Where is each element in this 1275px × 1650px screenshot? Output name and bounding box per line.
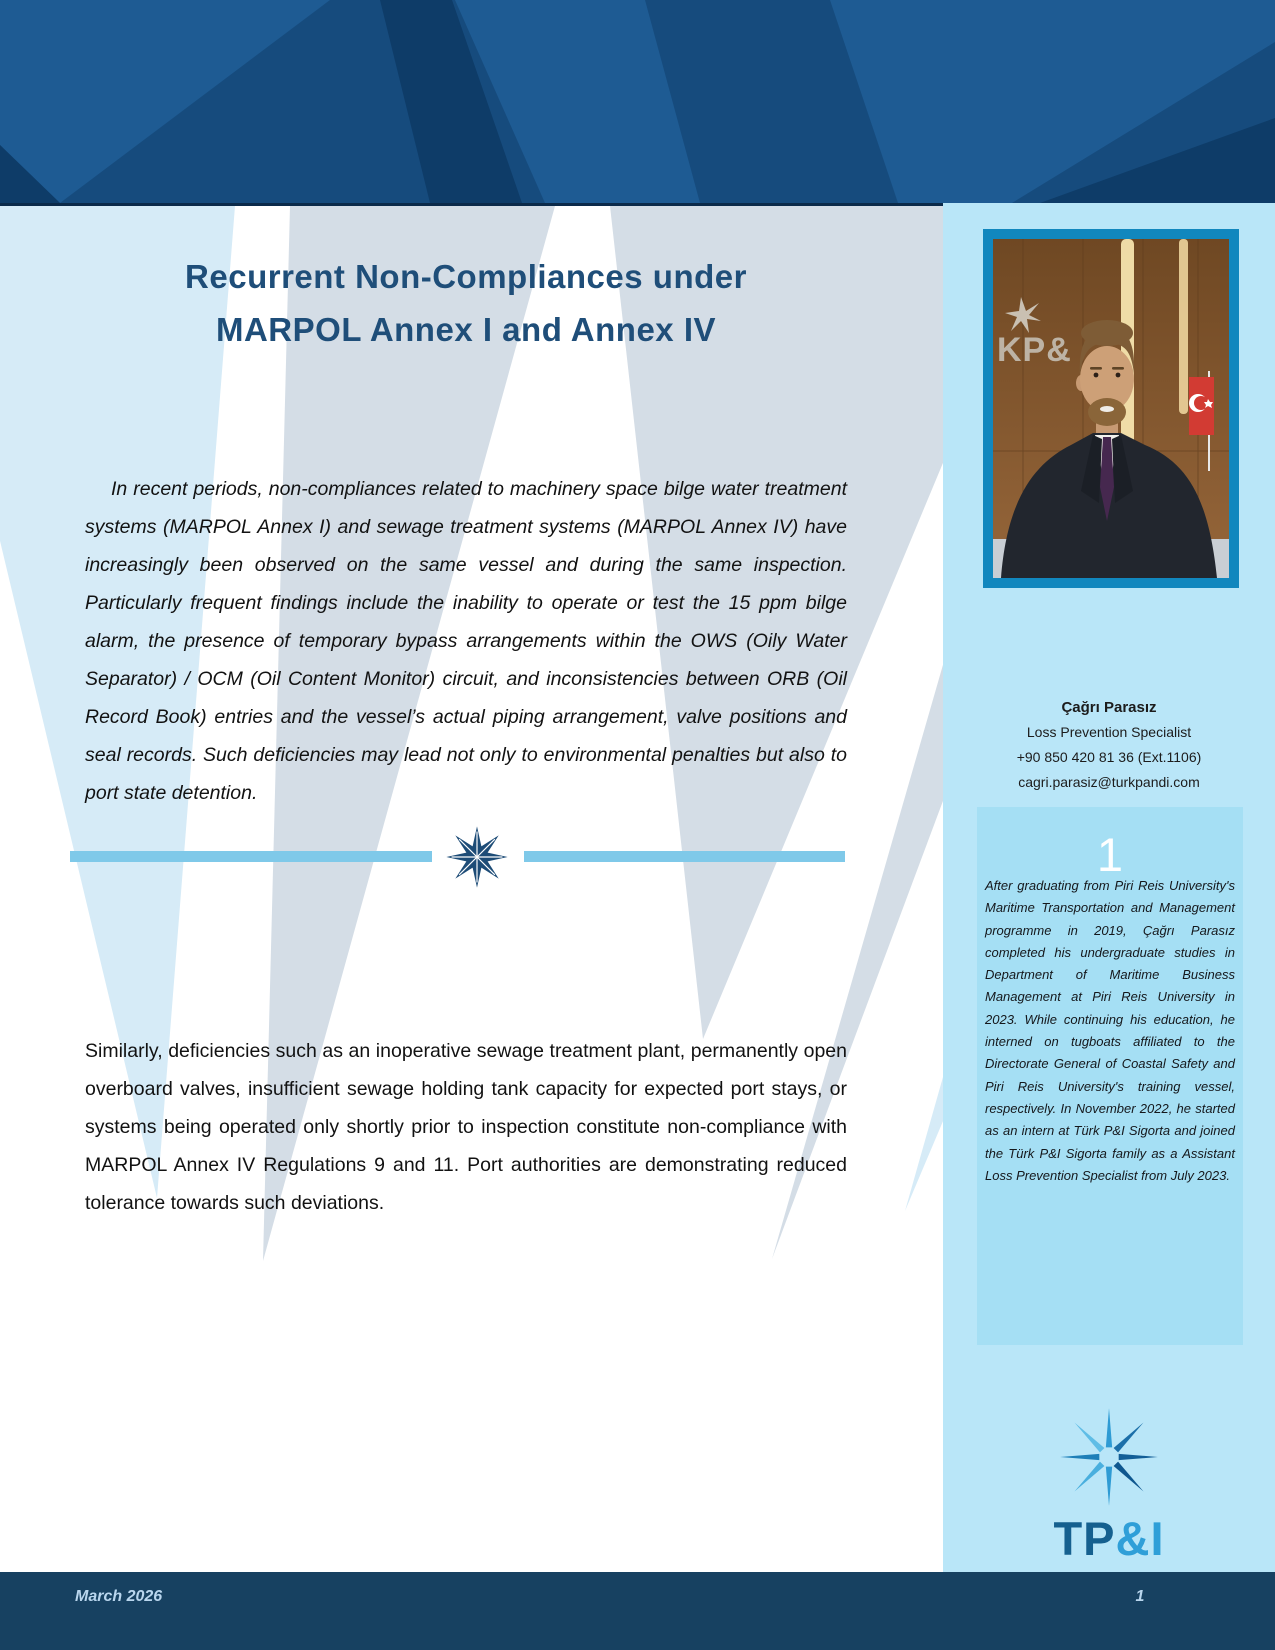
logo-text-light: &I: [1115, 1512, 1165, 1565]
footer-bar: [0, 1572, 1275, 1650]
page-title: [85, 250, 847, 356]
contact-phone: +90 850 420 81 36 (Ext.1106): [1016, 749, 1202, 765]
contact-email-link[interactable]: cagri.parasiz@turkpandi.com: [1018, 774, 1200, 790]
wall-logo-text: KP&: [997, 331, 1072, 369]
sidebar: [943, 203, 1275, 1572]
portrait-photo: [983, 229, 1239, 588]
banner-rays-graphic: [0, 0, 1275, 203]
logo-star-icon: [1053, 1401, 1165, 1513]
intro-paragraph: In recent periods, non-compliances related to machinery space bilge water treatment systems (MARPOL Annex I) and sewage treatment systems (MARPOL Annex IV) have increasingly been observed on the same vessel and during the same inspection. Particularly frequent findings include the inability to operate or test the 15 ppm bilge alarm, the presence of temporary bypass arrangements within the OWS (Oily Water Separator) / OCM (Oil Content Monitor) circuit, and inconsistencies between ORB (Oil Record Book) entries and the vessel’s actual piping arrangement, valve positions and seal records. Such deficiencies may lead not only to environmental penalties but also to port state detention.: [85, 477, 847, 804]
footer-page-number: 1: [1135, 1588, 1145, 1605]
contact-block: [943, 695, 1275, 795]
divider-bar-right: [524, 851, 845, 862]
page-title-line2: MARPOL Annex I and Annex IV: [215, 311, 716, 348]
bio-overlay-number: 1: [1096, 828, 1124, 881]
second-paragraph: Similarly, deficiencies such as an inoperative sewage treatment plant, permanently open overboard valves, insufficient sewage holding tank capacity for expected port stays, or systems being operated only shortly prior to inspection constitute non-compliance with MARPOL Annex IV Regulations 9 and 11. Port authorities are demonstrating reduced tolerance towards such deviations.: [85, 1039, 847, 1214]
bio-text: After graduating from Piri Reis University's Maritime Transportation and Management programme in 2019, Çağrı Parasız completed his undergraduate studies in Department of Maritime Business Management at Piri Reis University in 2023. While continuing his education, he interned on tugboats affiliated to the Directorate General of Coastal Safety and Piri Reis University's training vessel, respectively. In November 2022, he started as an intern at Türk P&I Sigorta and joined the Türk P&I Sigorta family as a Assistant Loss Prevention Specialist from July 2023.: [985, 878, 1235, 1183]
company-logo: [943, 1401, 1275, 1565]
wall-light-strip: [1179, 239, 1188, 414]
footer-date: March 2026: [75, 1588, 163, 1605]
contact-name: Çağrı Parasız: [1061, 699, 1157, 716]
top-banner: [0, 0, 1275, 206]
bio-box: [977, 807, 1243, 1345]
contact-role: Loss Prevention Specialist: [1026, 724, 1192, 740]
logo-text-dark: TP: [1053, 1512, 1116, 1565]
page-title-line1: Recurrent Non-Compliances under: [185, 258, 747, 295]
logo-text: [943, 1512, 1275, 1565]
divider-bar-left: [70, 851, 432, 862]
compass-star-icon: [443, 823, 511, 891]
